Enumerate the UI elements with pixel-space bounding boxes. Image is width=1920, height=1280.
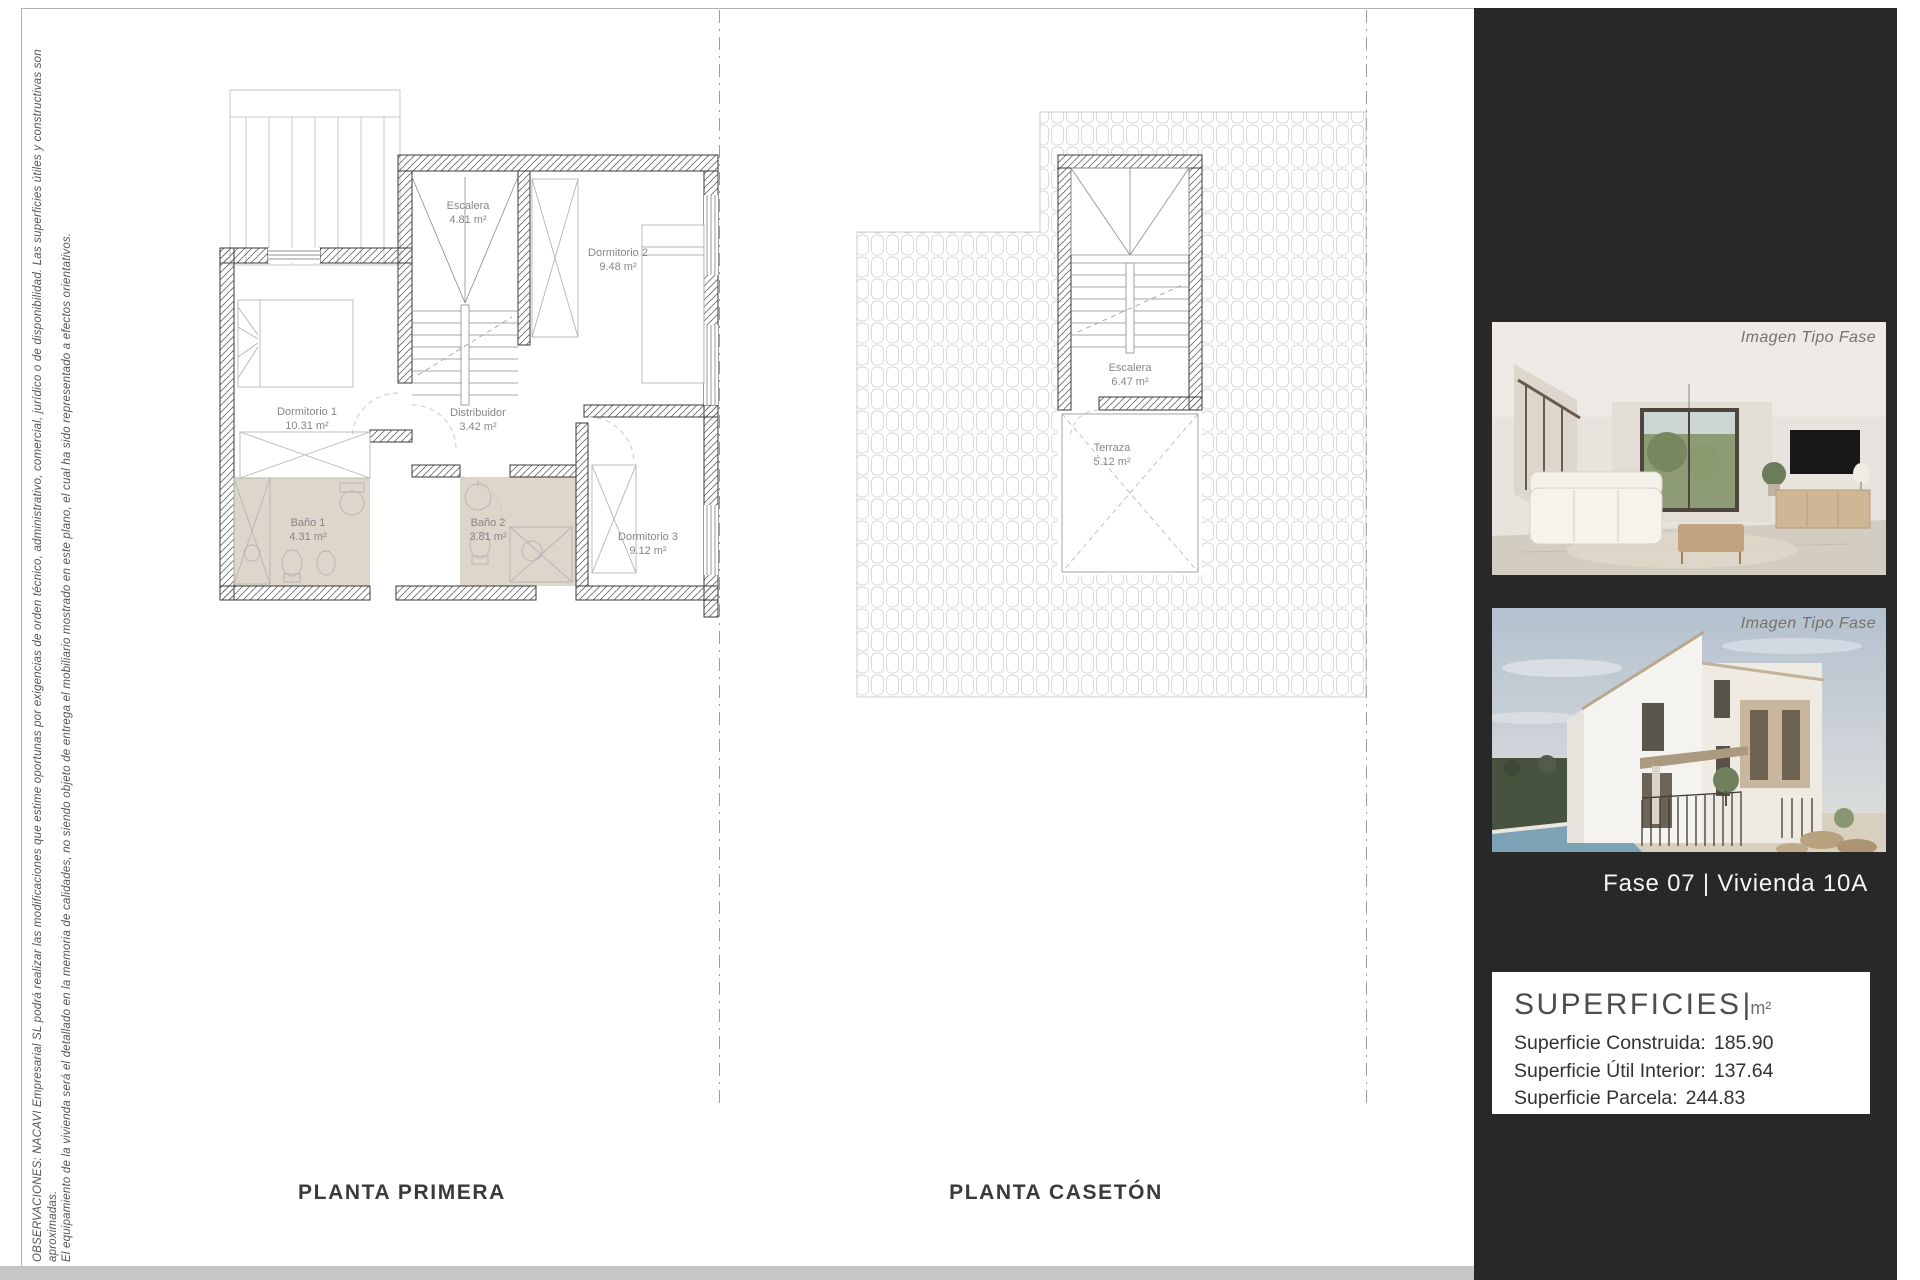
surface-row-construida: [1514, 1030, 1848, 1058]
room-dormitorio2-name: Dormitorio 2: [588, 247, 648, 259]
room-caseton-escalera-name: Escalera: [1108, 362, 1152, 374]
bathroom-floors: [234, 477, 576, 586]
plan-title-planta-primera: PLANTA PRIMERA: [298, 1181, 506, 1204]
surfaces-panel: [1492, 972, 1870, 1114]
room-bano2-area: 3.81 m²: [469, 531, 507, 543]
photo-caption: Imagen Tipo Fase: [1740, 329, 1876, 346]
interior-render-photo: [1492, 322, 1886, 575]
room-bano1-name: Baño 1: [290, 517, 326, 529]
exterior-render-scene: [1492, 608, 1886, 852]
room-escalera-name: Escalera: [446, 200, 490, 212]
exterior-render-photo: [1492, 608, 1886, 852]
surfaces-title-text: SUPERFICIES: [1514, 988, 1742, 1021]
disclaimer-line-1: OBSERVACIONES: NACAVI Empresarial SL podrá realizar las modificaciones que estime oportunas por exigencias de orden técnico, administrativo, comercial, jurídico o de disponibilidad. Las superficies útiles y constructivas son aproximadas.: [32, 49, 59, 1262]
interior-render-scene: [1492, 322, 1886, 575]
unit-title: Fase 07 | Vivienda 10A: [1603, 870, 1868, 897]
room-dormitorio2-area: 9.48 m²: [599, 261, 637, 273]
plan-title-planta-caseton: PLANTA CASETÓN: [949, 1181, 1163, 1204]
photo-caption: Imagen Tipo Fase: [1740, 615, 1876, 632]
surface-label: Superficie Construida:: [1514, 1032, 1706, 1054]
floor-plan-planta-primera: [180, 75, 740, 645]
floor-plan-planta-caseton: [840, 80, 1400, 740]
surface-value: 137.64: [1713, 1059, 1774, 1082]
surface-label: Superficie Útil Interior:: [1514, 1059, 1706, 1082]
room-dormitorio3-name: Dormitorio 3: [618, 531, 678, 543]
room-escalera-area: 4.81 m²: [449, 214, 487, 226]
page-border-left: [21, 8, 22, 1266]
page-border-top: [21, 8, 1474, 9]
surface-value: 244.83: [1685, 1087, 1746, 1109]
room-dormitorio3-area: 9.12 m²: [629, 545, 667, 557]
room-caseton-escalera-area: 6.47 m²: [1111, 376, 1149, 388]
room-dormitorio1-name: Dormitorio 1: [277, 406, 337, 418]
room-dormitorio1-area: 10.31 m²: [285, 420, 329, 432]
pergola-roof: [230, 90, 400, 265]
right-page-margin: [1897, 0, 1920, 1280]
room-bano2-name: Baño 2: [470, 517, 506, 529]
room-bano1-area: 4.31 m²: [289, 531, 327, 543]
surface-row-util-interior: [1514, 1058, 1848, 1086]
page-bottom-bar: [0, 1266, 1474, 1280]
surface-value: 185.90: [1713, 1032, 1774, 1054]
room-distribuidor-name: Distribuidor: [450, 407, 506, 419]
surfaces-rows: [1514, 1030, 1848, 1113]
room-distribuidor-area: 3.42 m²: [459, 421, 497, 433]
surfaces-title-divider: |: [1742, 988, 1751, 1021]
room-terraza-name: Terraza: [1093, 442, 1131, 454]
surface-row-parcela: [1514, 1085, 1848, 1113]
legal-disclaimer: [31, 27, 75, 1262]
surfaces-title: [1514, 988, 1848, 1022]
surface-label: Superficie Parcela:: [1514, 1087, 1678, 1109]
room-terraza-area: 5.12 m²: [1093, 456, 1131, 468]
disclaimer-line-2: El equipamiento de la vivienda será el detallado en la memoria de calidades, no siendo objeto de entrega el mobiliario mostrado en este plano, el cual ha sido representado a efectos orientativos.: [61, 232, 73, 1262]
info-sidebar: [1474, 8, 1897, 1280]
surfaces-title-unit: m²: [1750, 998, 1772, 1018]
